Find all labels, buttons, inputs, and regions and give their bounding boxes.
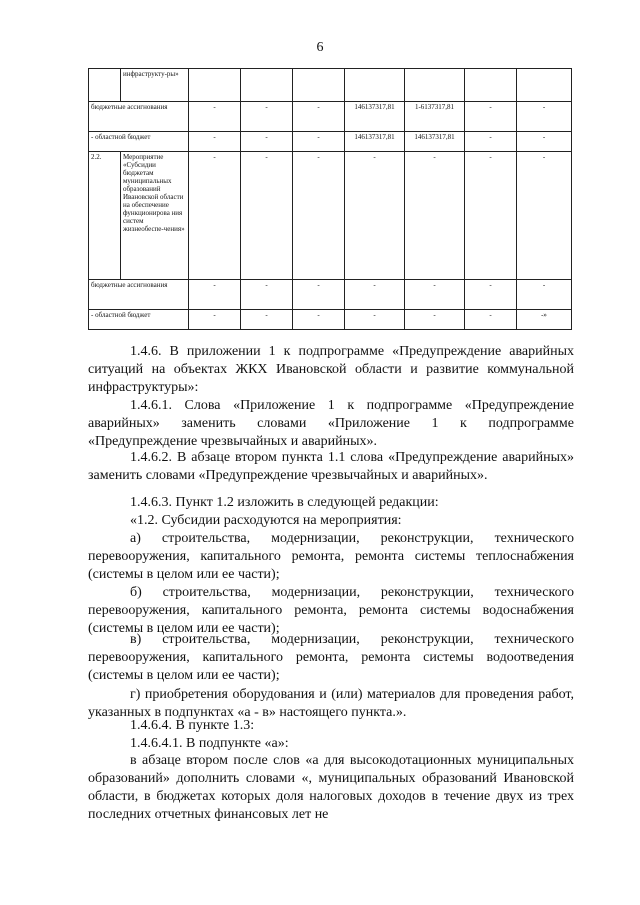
paragraph-1-4-6: 1.4.6. В приложении 1 к подпрограмме «Предупреждение аварийных ситуаций на объектах ЖКХ Ивановской области и развитие коммунальной инфраструктуры»:: [88, 344, 574, 395]
paragraph-item-v: в) строительства, модернизации, реконструкции, технического перевооружения, капитального ремонта, ремонта системы водоотведения (системы в целом или ее части);: [88, 632, 574, 683]
table-cell: -: [293, 310, 345, 330]
table-cell: 146137317,81: [345, 132, 405, 152]
table-cell: -: [241, 152, 293, 280]
table-cell: -: [345, 310, 405, 330]
table-cell: -: [517, 102, 572, 132]
table-cell: [345, 69, 405, 102]
table-cell: -: [465, 152, 517, 280]
table-cell: -: [405, 280, 465, 310]
table-cell: 146137317,81: [405, 132, 465, 152]
paragraph-item-g: г) приобретения оборудования и (или) материалов для проведения работ, указанных в подпунктах «а - в» настоящего пункта.».: [88, 687, 574, 720]
paragraph-1-4-6-1: 1.4.6.1. Слова «Приложение 1 к подпрограмме «Предупреждение аварийных» заменить словами «Приложение 1 к подпрограмме «Предупреждение чрезвычайных и аварийных».: [88, 398, 574, 449]
table-cell: [517, 69, 572, 102]
table-cell: -: [517, 132, 572, 152]
table-cell: -: [293, 102, 345, 132]
table-cell: -»: [517, 310, 572, 330]
table-cell: -: [189, 310, 241, 330]
table-cell: -: [189, 152, 241, 280]
table-cell: [189, 69, 241, 102]
table-cell: -: [517, 152, 572, 280]
table-row: [89, 152, 572, 280]
table-row: [89, 310, 572, 330]
page-number: 6: [316, 40, 324, 55]
paragraph-item-a: а) строительства, модернизации, реконструкции, технического перевооружения, капитального ремонта, ремонта системы теплоснабжения (системы в целом или ее части);: [88, 531, 574, 582]
table-cell: - областной бюджет: [89, 310, 189, 330]
table-row: [89, 132, 572, 152]
paragraph-1-4-6-3: 1.4.6.3. Пункт 1.2 изложить в следующей редакции:: [130, 495, 439, 510]
table-cell: 1-6137317,81: [405, 102, 465, 132]
paragraph-1-4-6-4: 1.4.6.4. В пункте 1.3:: [130, 718, 255, 733]
table-cell: -: [465, 132, 517, 152]
table-cell: [89, 69, 121, 102]
table-row: [89, 280, 572, 310]
table-cell: Мероприятие «Субсидии бюджетам муниципальных образований Ивановской области на обеспечение функционирова ния систем жизнеобеспе-чения»: [121, 152, 189, 280]
table-cell: -: [241, 310, 293, 330]
paragraph-1-4-6-2: 1.4.6.2. В абзаце втором пункта 1.1 слова «Предупреждение аварийных» заменить словами «Предупреждение чрезвычайных и аварийных».: [88, 450, 574, 483]
table-cell: -: [293, 280, 345, 310]
table-cell: - областной бюджет: [89, 132, 189, 152]
table-cell: -: [293, 152, 345, 280]
table-cell: -: [293, 132, 345, 152]
table-cell: -: [517, 280, 572, 310]
table-cell: [241, 69, 293, 102]
table-cell: -: [189, 280, 241, 310]
table-row: [89, 69, 572, 102]
table-cell: -: [465, 280, 517, 310]
paragraph-1-4-6-4-1: 1.4.6.4.1. В подпункте «а»:: [130, 736, 289, 751]
table-cell: -: [241, 280, 293, 310]
table-cell: -: [405, 310, 465, 330]
table-cell: -: [189, 132, 241, 152]
table-cell: -: [465, 102, 517, 132]
table-cell: [405, 69, 465, 102]
table-cell: 146137317,81: [345, 102, 405, 132]
paragraph-abzac: в абзаце втором после слов «а для высокодотационных муниципальных образований» дополнить словами «, муниципальных образований Ивановской области, в бюджетах которых доля налоговых доходов в течение двух из трех последних отчетных финансовых лет не: [88, 753, 574, 822]
table-cell: -: [189, 102, 241, 132]
table-cell: -: [465, 310, 517, 330]
table-cell: бюджетные ассигнования: [89, 280, 189, 310]
table-cell: -: [345, 152, 405, 280]
table-cell: -: [241, 132, 293, 152]
budget-table: [88, 68, 572, 330]
table-row: [89, 102, 572, 132]
table-cell: [293, 69, 345, 102]
table-cell: -: [241, 102, 293, 132]
table-cell: инфраструкту-ры»: [121, 69, 189, 102]
table-cell: [465, 69, 517, 102]
table-cell: -: [345, 280, 405, 310]
table-cell: 2.2.: [89, 152, 121, 280]
paragraph-item-b: б) строительства, модернизации, реконструкции, технического перевооружения, капитального ремонта, ремонта системы водоснабжения (системы в целом или ее части);: [88, 585, 574, 636]
paragraph-subsidy-intro: «1.2. Субсидии расходуются на мероприятия:: [130, 513, 402, 528]
table-cell: бюджетные ассигнования: [89, 102, 189, 132]
table-cell: -: [405, 152, 465, 280]
